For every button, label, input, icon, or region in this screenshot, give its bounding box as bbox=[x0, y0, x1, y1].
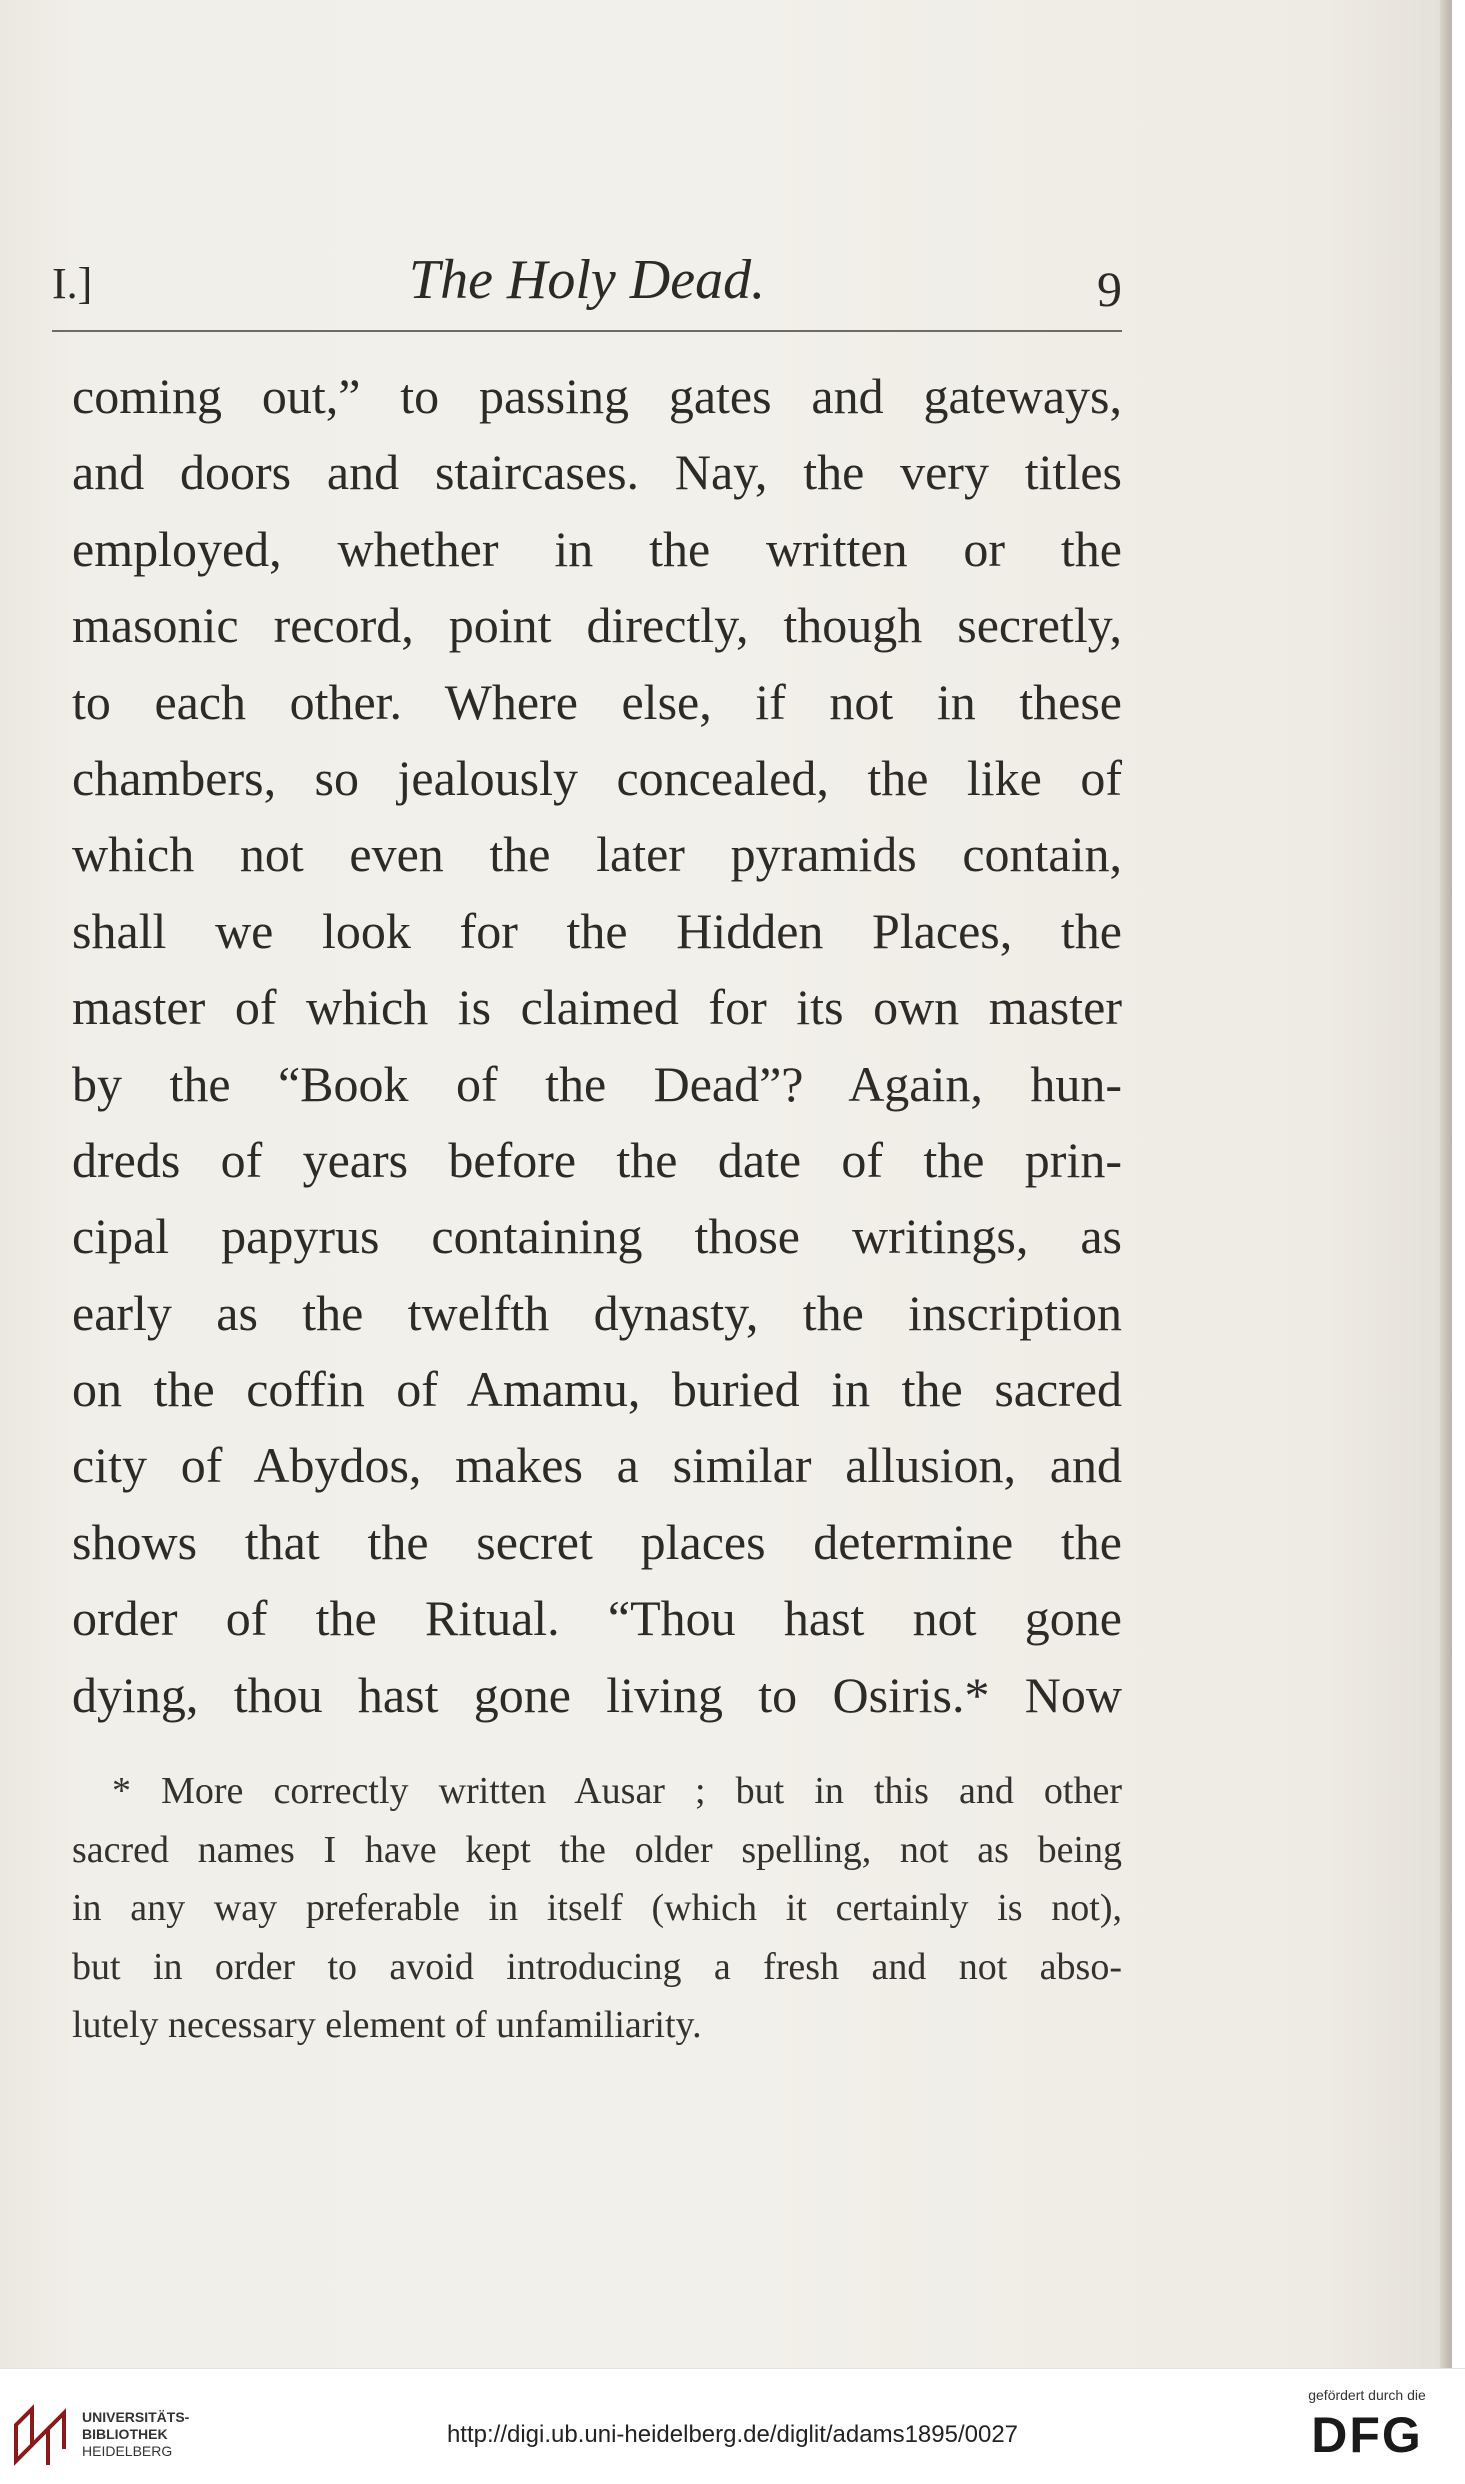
library-city: HEIDELBERG bbox=[82, 2443, 173, 2459]
footnote-line: sacred names I have kept the older spelling, not as being bbox=[72, 1828, 1122, 1871]
text-line: master of which is claimed for its own master bbox=[72, 979, 1122, 1036]
body-text bbox=[72, 358, 1122, 1733]
library-name-line1: UNIVERSITÄTS- bbox=[82, 2409, 190, 2425]
footnote-line: lutely necessary element of unfamiliarity. bbox=[72, 2004, 702, 2046]
text-line: order of the Ritual. “Thou hast not gone bbox=[72, 1590, 1122, 1647]
page-number: 9 bbox=[1097, 261, 1122, 317]
text-line: masonic record, point directly, though secretly, bbox=[72, 597, 1122, 654]
text-line: dreds of years before the date of the prin- bbox=[72, 1131, 1122, 1188]
funding-label: gefördert durch die bbox=[1308, 2387, 1426, 2403]
text-line: shows that the secret places determine the bbox=[72, 1513, 1122, 1570]
viewer-footer bbox=[0, 2368, 1465, 2484]
footnote-line: but in order to avoid introducing a fresh and not abso- bbox=[72, 1945, 1122, 1988]
text-line: employed, whether in the written or the bbox=[72, 520, 1122, 577]
text-line: by the “Book of the Dead”? Again, hun- bbox=[72, 1055, 1122, 1112]
text-line: on the coffin of Amamu, buried in the sacred bbox=[72, 1361, 1122, 1418]
text-line: chambers, so jealously concealed, the like of bbox=[72, 749, 1122, 806]
permalink-url[interactable]: http://digi.ub.uni-heidelberg.de/diglit/adams1895/0027 bbox=[446, 2421, 1019, 2448]
text-line: cipal papyrus containing those writings, as bbox=[72, 1208, 1122, 1265]
running-title: The Holy Dead. bbox=[408, 249, 766, 311]
section-mark: I.] bbox=[52, 259, 93, 308]
text-line: and doors and staircases. Nay, the very titles bbox=[72, 444, 1122, 501]
text-line: city of Abydos, makes a similar allusion, and bbox=[72, 1437, 1122, 1494]
footnote-line: in any way preferable in itself (which it certainly is not), bbox=[72, 1887, 1122, 1929]
text-line: coming out,” to passing gates and gateways, bbox=[72, 368, 1122, 424]
text-line: shall we look for the Hidden Places, the bbox=[72, 902, 1122, 959]
header-rule bbox=[52, 330, 1122, 332]
text-line: early as the twelfth dynasty, the inscription bbox=[72, 1284, 1122, 1341]
footnote bbox=[72, 1762, 1122, 2055]
footnote-line: * More correctly written Ausar ; but in this and other bbox=[112, 1770, 1122, 1812]
dfg-logo[interactable]: DFG bbox=[1311, 2407, 1423, 2463]
running-header bbox=[52, 248, 1122, 328]
funding-notice bbox=[1287, 2387, 1447, 2463]
page-edge bbox=[1440, 0, 1452, 2368]
text-line: dying, thou hast gone living to Osiris.* Now bbox=[72, 1666, 1122, 1723]
text-line: which not even the later pyramids contain, bbox=[72, 826, 1122, 883]
library-name-line2: BIBLIOTHEK bbox=[82, 2426, 168, 2442]
text-line: to each other. Where else, if not in these bbox=[72, 673, 1122, 730]
